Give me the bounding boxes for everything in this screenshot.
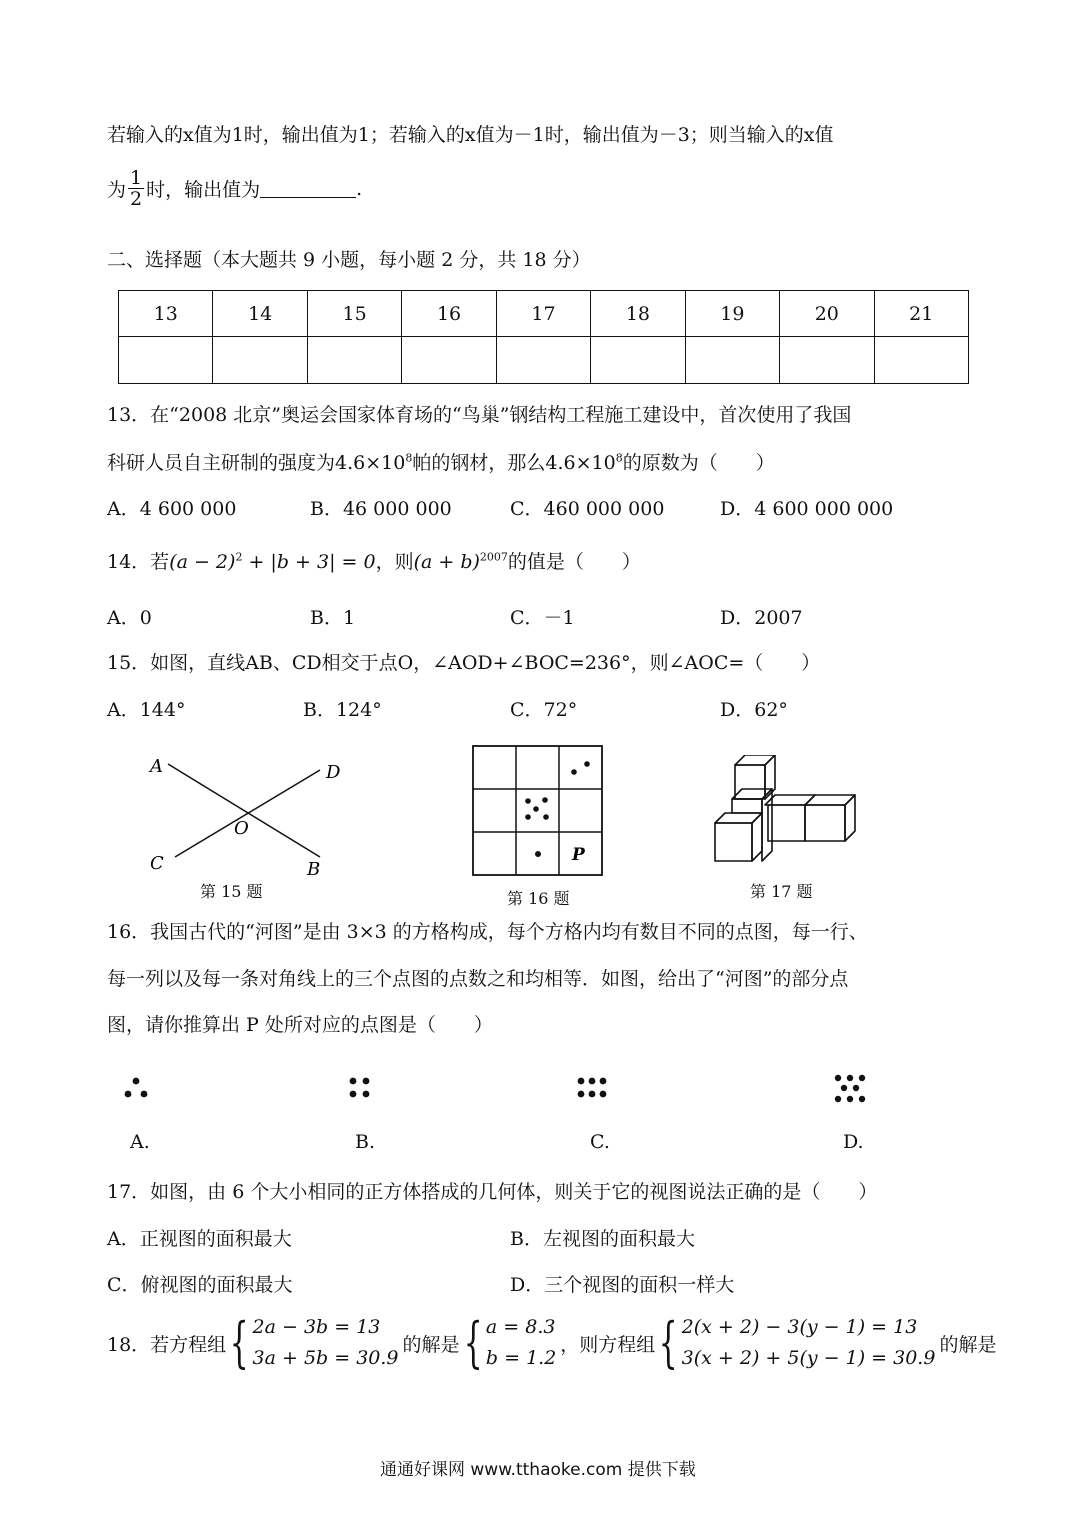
- q16-option-c: C.: [590, 1131, 610, 1153]
- dot: [533, 806, 539, 812]
- q17-option-a: A．正视图的面积最大: [107, 1228, 292, 1250]
- fig15-caption: 第 15 题: [200, 882, 263, 901]
- dot: [859, 1075, 865, 1081]
- answer-table-header: 17: [496, 291, 590, 337]
- q14-option-c: C．－1: [510, 607, 575, 629]
- answer-table: [118, 290, 969, 384]
- fig15-label-a: A: [150, 756, 163, 777]
- q13-option-a: A．4 600 000: [107, 498, 237, 520]
- q17-option-b: B．左视图的面积最大: [510, 1228, 695, 1250]
- answer-table-header: 16: [402, 291, 496, 337]
- q17-stem: 17．如图，由 6 个大小相同的正方体搭成的几何体，则关于它的视图说法正确的是（ ）: [107, 1181, 878, 1203]
- q12-post: 时，输出值为: [146, 179, 261, 201]
- q18-suffix: 的解是: [939, 1333, 997, 1356]
- fig15-label-d: D: [326, 762, 341, 783]
- cube-face: [715, 823, 752, 861]
- cube-face: [732, 799, 762, 813]
- q13-text-c: 的原数为（ ）: [622, 452, 775, 474]
- q18-sys2-eq1: 2(x + 2) − 3(y − 1) = 13: [681, 1316, 918, 1338]
- line-ab: [168, 764, 320, 857]
- q16-line2: 每一列以及每一条对角线上的三个点图的点数之和均相等．如图，给出了“河图”的部分点: [107, 968, 849, 990]
- q13-exp-1: 8: [405, 451, 413, 465]
- q14-prefix: 14．若: [107, 551, 170, 573]
- q16-option-d-dots: [830, 1073, 874, 1105]
- answer-table-header: 21: [874, 291, 969, 337]
- fig15-label-c: C: [150, 853, 164, 874]
- q12-line2: [107, 168, 362, 209]
- q13-line1: 13．在“2008 北京”奥运会国家体育场的“鸟巢”钢结构工程施工建设中，首次使用了我国: [107, 404, 852, 426]
- answer-cell[interactable]: [402, 337, 496, 384]
- q16-line3: 图，请你推算出 P 处所对应的点图是（ ）: [107, 1014, 493, 1036]
- dot: [835, 1075, 841, 1081]
- fig17-caption: 第 17 题: [750, 882, 813, 901]
- cube-face: [845, 795, 855, 841]
- dot: [600, 1078, 607, 1085]
- brace-icon: {: [463, 1311, 483, 1374]
- dot: [859, 1096, 865, 1102]
- cube-face: [715, 813, 762, 823]
- dot: [350, 1091, 357, 1098]
- cube-face: [752, 813, 762, 861]
- dot: [847, 1075, 853, 1081]
- q14-expr-3: (a + b): [413, 551, 480, 573]
- fig15-label-b: B: [307, 859, 321, 880]
- dot: [535, 851, 541, 857]
- answer-table-header: 20: [780, 291, 874, 337]
- q17-option-d: D．三个视图的面积一样大: [510, 1274, 735, 1296]
- answer-table-header: 18: [591, 291, 685, 337]
- q18-sys1-eq2: 3a + 5b = 30.9: [252, 1347, 399, 1369]
- answer-cell[interactable]: [780, 337, 874, 384]
- q14-exp-a: 2: [235, 550, 243, 564]
- q18-mid2: ，则方程组: [560, 1333, 656, 1356]
- brace-icon: {: [659, 1311, 678, 1374]
- dot: [571, 769, 577, 775]
- q18-mid1: 的解是: [402, 1333, 460, 1356]
- q16-option-a-dots: [120, 1075, 154, 1101]
- dot: [847, 1096, 853, 1102]
- q18-sys1-eq1: 2a − 3b = 13: [252, 1316, 381, 1338]
- dot: [835, 1096, 841, 1102]
- fig16-caption: 第 16 题: [507, 889, 570, 908]
- q16-line1: 16．我国古代的“河图”是由 3×3 的方格构成，每个方格内均有数目不同的点图，每一行、: [107, 921, 868, 943]
- q12-frac-num: 1: [130, 167, 143, 189]
- dot: [125, 1091, 132, 1098]
- dot: [525, 798, 531, 804]
- answer-cell[interactable]: [119, 337, 213, 384]
- q14-exp-b: 2007: [479, 550, 508, 564]
- q15-option-b: B．124°: [303, 699, 382, 721]
- q18-prefix: 18．若方程组: [107, 1333, 227, 1356]
- q13-sci-1: 4.6×10: [335, 452, 406, 474]
- brace-icon: {: [229, 1311, 249, 1374]
- q18-system-1: [253, 1312, 399, 1374]
- q12-fraction: [128, 168, 144, 209]
- q17-option-c: C．俯视图的面积最大: [107, 1274, 293, 1296]
- q15-option-a: A．144°: [107, 699, 186, 721]
- q18-sys2-eq2: 3(x + 2) + 5(y − 1) = 30.9: [681, 1347, 936, 1369]
- answer-cell[interactable]: [591, 337, 685, 384]
- q13-sci-2: 4.6×10: [545, 452, 616, 474]
- fig15-intersecting-lines: [140, 752, 350, 882]
- fig17-cube-solid: [710, 755, 865, 867]
- q18-system-2: [682, 1312, 936, 1374]
- q18-sol1-b: b = 1.2: [485, 1347, 557, 1369]
- q13-exp-2: 8: [615, 451, 623, 465]
- q14-suffix: 的值是（ ）: [507, 551, 641, 573]
- answer-table-header: 19: [685, 291, 779, 337]
- answer-cell[interactable]: [213, 337, 307, 384]
- q16-option-c-dots: [574, 1075, 618, 1101]
- q15-option-c: C．72°: [510, 699, 578, 721]
- q16-option-b-dots: [345, 1075, 375, 1101]
- dot: [578, 1078, 585, 1085]
- dot: [363, 1078, 370, 1085]
- dot: [589, 1078, 596, 1085]
- dot: [133, 1078, 140, 1085]
- fig15-label-o: O: [234, 818, 249, 839]
- q12-answer-blank[interactable]: [260, 179, 356, 198]
- q12-frac-den: 2: [130, 188, 143, 210]
- q14-expr-2: + |b + 3| = 0: [242, 551, 376, 573]
- answer-table-header: 13: [119, 291, 213, 337]
- q14-mid: ，则: [375, 551, 414, 573]
- fig16-p-label: P: [572, 845, 585, 865]
- q18-sol1-a: a = 8.3: [485, 1316, 556, 1338]
- q13-line2: [107, 448, 775, 475]
- answer-cell[interactable]: [307, 337, 401, 384]
- dot: [589, 1091, 596, 1098]
- q12-end: .: [356, 177, 363, 200]
- dot: [141, 1091, 148, 1098]
- q18-solution-1: [486, 1312, 556, 1374]
- dot: [600, 1091, 607, 1098]
- q13-text-b: 帕的钢材，那么: [412, 452, 546, 474]
- cube-face: [805, 805, 845, 841]
- cube-face: [735, 765, 765, 799]
- section2-title: 二、选择题（本大题共 9 小题，每小题 2 分，共 18 分）: [107, 249, 591, 271]
- q13-option-d: D．4 600 000 000: [720, 498, 894, 520]
- q15-stem: 15．如图，直线AB、CD相交于点O，∠AOD+∠BOC=236°，则∠AOC=（ ）: [107, 652, 821, 674]
- answer-cell[interactable]: [496, 337, 590, 384]
- fig16-lo-shu-grid: [472, 745, 604, 877]
- q13-text-a: 科研人员自主研制的强度为: [107, 452, 336, 474]
- cube-face: [768, 805, 805, 841]
- answer-cell[interactable]: [874, 337, 969, 384]
- dot: [542, 797, 548, 803]
- q16-option-d: D.: [843, 1131, 864, 1153]
- footer-text: 通通好课网 www.tthaoke.com 提供下载: [380, 1460, 696, 1480]
- dot: [584, 761, 590, 767]
- q16-option-a: A.: [130, 1131, 150, 1153]
- answer-table-header: 15: [307, 291, 401, 337]
- dot: [578, 1091, 585, 1098]
- q12-line1: 若输入的x值为1时，输出值为1；若输入的x值为－1时，输出值为－3；则当输入的x值: [107, 124, 834, 146]
- answer-cell[interactable]: [685, 337, 779, 384]
- q14-option-d: D．2007: [720, 607, 803, 629]
- q13-option-c: C．460 000 000: [510, 498, 665, 520]
- q14-stem: [107, 547, 641, 574]
- dot: [350, 1078, 357, 1085]
- q16-option-b: B.: [355, 1131, 376, 1153]
- answer-table-header: 14: [213, 291, 307, 337]
- q12-pre: 为: [107, 179, 127, 201]
- dot: [363, 1091, 370, 1098]
- q14-expr-1: (a − 2): [169, 551, 236, 573]
- q14-option-a: A．0: [107, 607, 152, 629]
- q14-option-b: B．1: [310, 607, 356, 629]
- q13-option-b: B．46 000 000: [310, 498, 452, 520]
- q18-stem: [107, 1312, 996, 1374]
- dot: [525, 814, 531, 820]
- dot: [841, 1085, 847, 1091]
- q15-option-d: D．62°: [720, 699, 788, 721]
- dot: [543, 814, 549, 820]
- dot: [853, 1085, 859, 1091]
- cube-face: [765, 755, 775, 799]
